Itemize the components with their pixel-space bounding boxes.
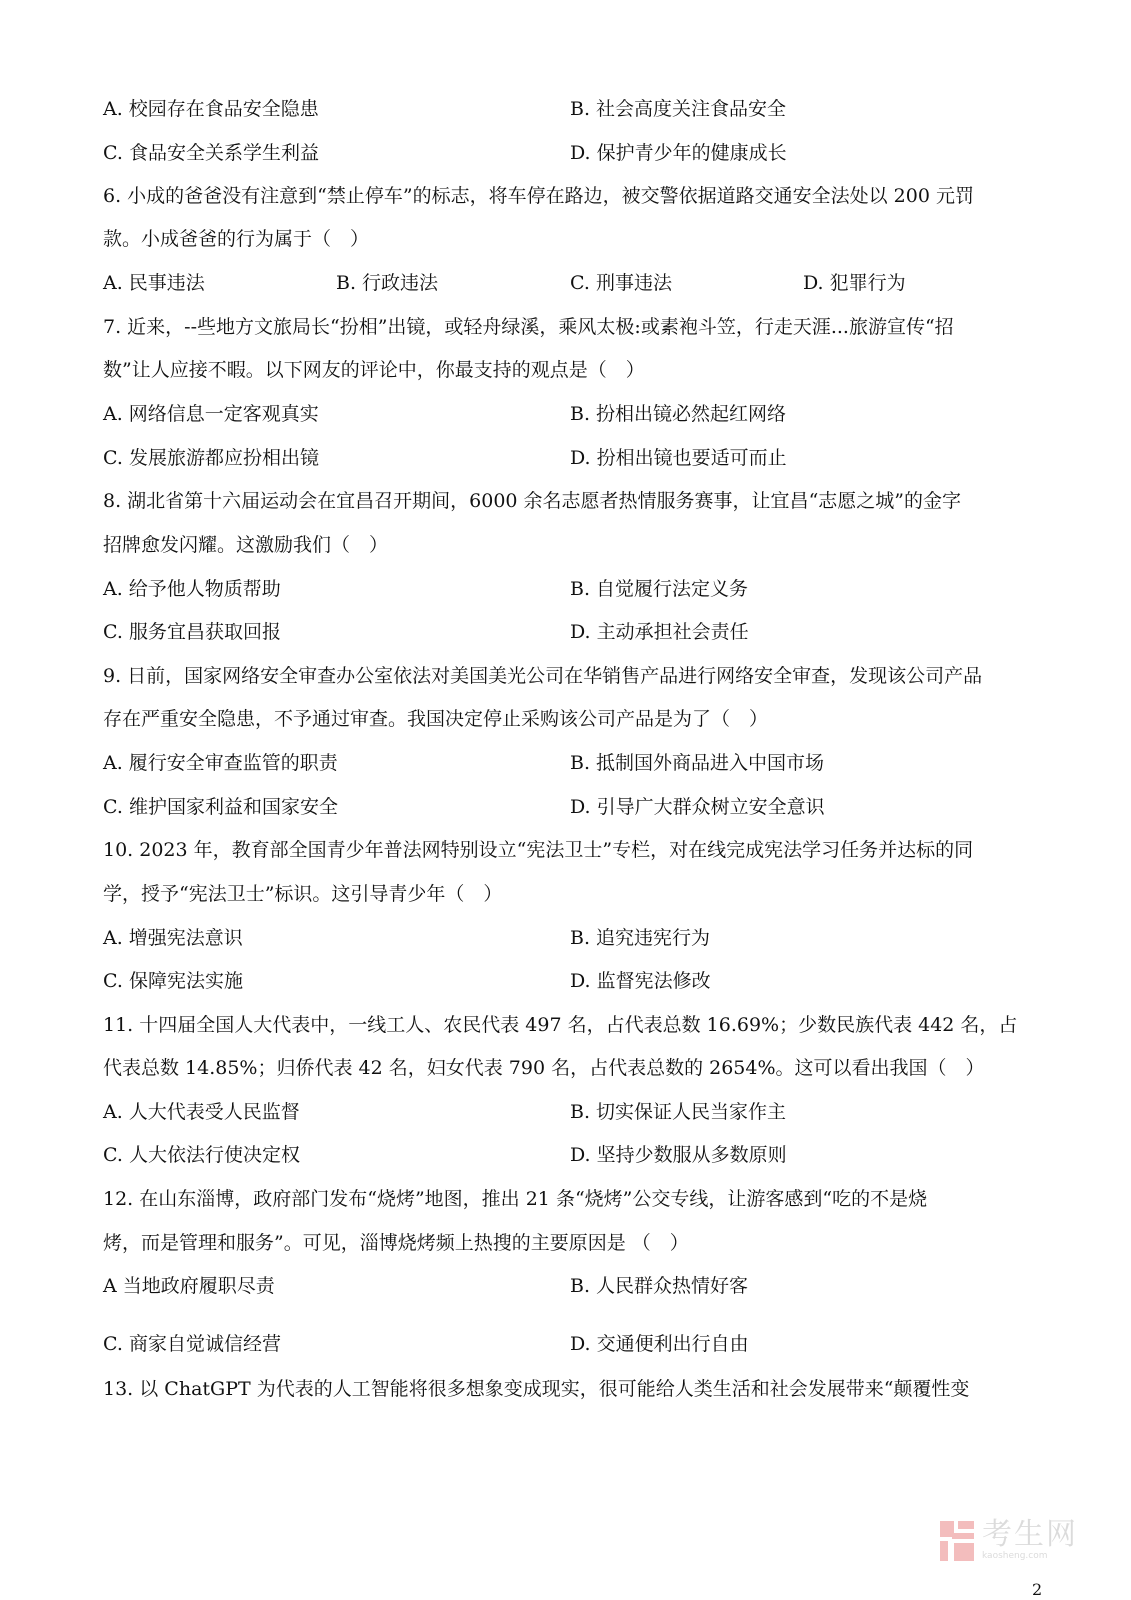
watermark-cn: 考生网 — [982, 1517, 1078, 1552]
q8-option-a: A. 给予他人物质帮助 — [103, 578, 281, 600]
q12-option-d: D. 交通便利出行自由 — [570, 1333, 749, 1355]
q8-stem-line1: 8. 湖北省第十六届运动会在宜昌召开期间，6000 余名志愿者热情服务赛事，让宜昌“志愿之城”的金字 — [103, 490, 961, 512]
q6-option-b: B. 行政违法 — [336, 272, 439, 294]
q6-stem-line1: 6. 小成的爸爸没有注意到“禁止停车”的标志，将车停在路边，被交警依据道路交通安全法处以 200 元罚 — [103, 185, 974, 207]
q10-stem-line2: 学，授予“宪法卫士”标识。这引导青少年（ ） — [103, 883, 503, 905]
q6-option-a: A. 民事违法 — [103, 272, 205, 294]
q9-option-a: A. 履行安全审查监管的职责 — [103, 752, 338, 774]
q12-option-a: A 当地政府履职尽责 — [103, 1275, 275, 1297]
q9-option-d: D. 引导广大群众树立安全意识 — [570, 796, 825, 818]
q11-stem-line1: 11. 十四届全国人大代表中，一线工人、农民代表 497 名，占代表总数 16.69%；少数民族代表 442 名，占 — [103, 1014, 1018, 1036]
q7-option-c: C. 发展旅游都应扮相出镜 — [103, 447, 319, 469]
q8-option-d: D. 主动承担社会责任 — [570, 621, 749, 643]
q6-option-c: C. 刑事违法 — [570, 272, 672, 294]
q8-option-b: B. 自觉履行法定义务 — [570, 578, 749, 600]
q9-stem-line2: 存在严重安全隐患，不予通过审查。我国决定停止采购该公司产品是为了（ ） — [103, 708, 769, 730]
q11-option-d: D. 坚持少数服从多数原则 — [570, 1144, 787, 1166]
q12-stem-line1: 12. 在山东淄博，政府部门发布“烧烤”地图，推出 21 条“烧烤”公交专线，让游客感到“吃的不是烧 — [103, 1188, 928, 1210]
q6-option-d: D. 犯罪行为 — [803, 272, 906, 294]
q10-option-b: B. 追究违宪行为 — [570, 927, 711, 949]
q9-stem-line1: 9. 日前，国家网络安全审查办公室依法对美国美光公司在华销售产品进行网络安全审查，发现该公司产品 — [103, 665, 983, 687]
q6-stem-line2: 款。小成爸爸的行为属于（ ） — [103, 228, 370, 250]
kaosheng-watermark — [940, 1517, 1078, 1561]
q10-option-c: C. 保障宪法实施 — [103, 970, 243, 992]
q11-option-c: C. 人大依法行使决定权 — [103, 1144, 300, 1166]
q11-option-b: B. 切实保证人民当家作主 — [570, 1101, 787, 1123]
q7-option-d: D. 扮相出镜也要适可而止 — [570, 447, 787, 469]
q10-option-d: D. 监督宪法修改 — [570, 970, 711, 992]
q12-stem-line2: 烤，而是管理和服务”。可见，淄博烧烤频上热搜的主要原因是 （ ） — [103, 1232, 689, 1254]
q13-stem-line1: 13. 以 ChatGPT 为代表的人工智能将很多想象变成现实，很可能给人类生活和社会发展带来“颠覆性变 — [103, 1378, 970, 1400]
q9-option-c: C. 维护国家利益和国家安全 — [103, 796, 338, 818]
q5-option-d: D. 保护青少年的健康成长 — [570, 142, 787, 164]
q5-option-c: C. 食品安全关系学生利益 — [103, 142, 319, 164]
q11-stem-line2: 代表总数 14.85%；归侨代表 42 名，妇女代表 790 名，占代表总数的 2654%。这可以看出我国（ ） — [103, 1057, 985, 1079]
watermark-en: kaosheng.com — [982, 1551, 1048, 1561]
q7-stem-line2: 数”让人应接不暇。以下网友的评论中，你最支持的观点是（ ） — [103, 359, 645, 381]
q10-option-a: A. 增强宪法意识 — [103, 927, 243, 949]
kaosheng-logo-icon — [940, 1521, 974, 1561]
q7-option-b: B. 扮相出镜必然起红网络 — [570, 403, 787, 425]
q7-option-a: A. 网络信息一定客观真实 — [103, 403, 319, 425]
q9-option-b: B. 抵制国外商品进入中国市场 — [570, 752, 825, 774]
q8-stem-line2: 招牌愈发闪耀。这激励我们（ ） — [103, 534, 389, 556]
q11-option-a: A. 人大代表受人民监督 — [103, 1101, 300, 1123]
q12-option-c: C. 商家自觉诚信经营 — [103, 1333, 281, 1355]
q8-option-c: C. 服务宜昌获取回报 — [103, 621, 281, 643]
q5-option-b: B. 社会高度关注食品安全 — [570, 98, 787, 120]
q12-option-b: B. 人民群众热情好客 — [570, 1275, 749, 1297]
q7-stem-line1: 7. 近来，--些地方文旅局长“扮相”出镜，或轻舟绿溪，乘风太极:或素袍斗笠，行走天涯...旅游宣传“招 — [103, 316, 954, 338]
q5-option-a: A. 校园存在食品安全隐患 — [103, 98, 319, 120]
page-number: 2 — [1032, 1580, 1043, 1599]
q10-stem-line1: 10. 2023 年，教育部全国青少年普法网特别设立“宪法卫士”专栏，对在线完成宪法学习任务并达标的同 — [103, 839, 974, 861]
